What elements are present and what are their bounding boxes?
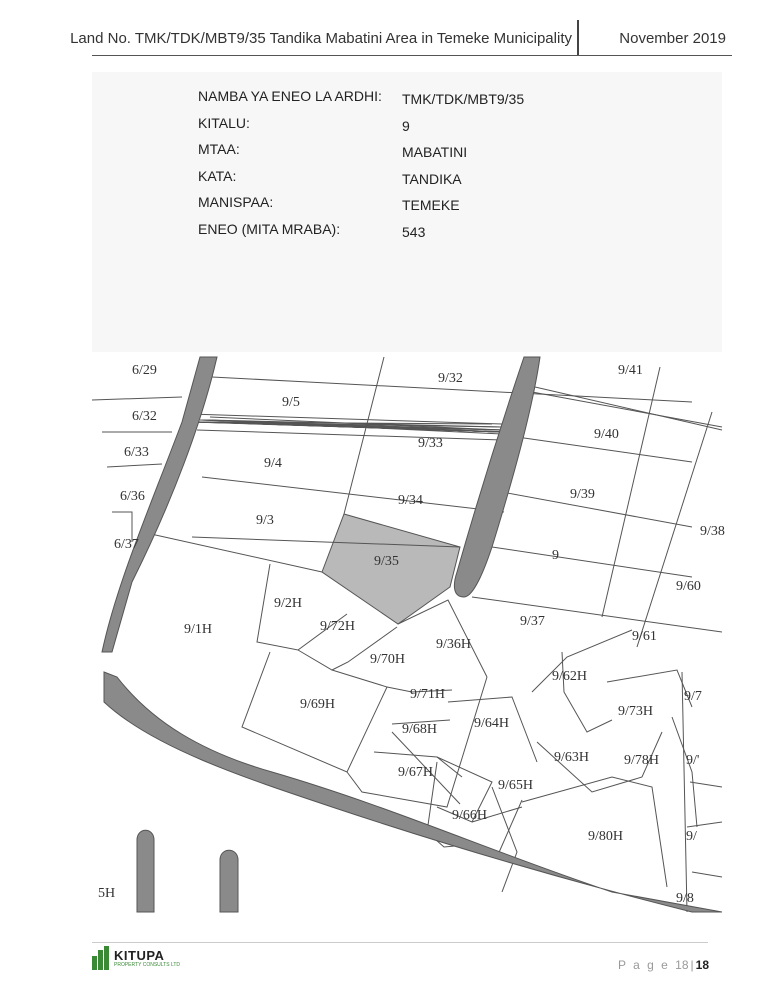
info-label: NAMBA YA ENEO LA ARDHI:	[198, 88, 382, 104]
header-separator	[577, 20, 579, 56]
plot-label: 9/39	[570, 487, 595, 502]
plot-label: 9/3	[256, 513, 274, 528]
plot-label: 9/8	[676, 891, 694, 906]
plot-label: 9/32	[438, 371, 463, 386]
plot-label: 9/60	[676, 579, 701, 594]
plot-label: 9/72H	[320, 619, 355, 634]
plot-label: 9/1H	[184, 622, 212, 637]
plot-label: 6/29	[132, 363, 157, 378]
plot-label: 9/67H	[398, 765, 433, 780]
plot-label: 9/33	[418, 436, 443, 451]
plot-label: 9/35	[374, 554, 399, 569]
info-label: KITALU:	[198, 114, 250, 131]
plot-label: 6/32	[132, 409, 157, 424]
plot-label: 9/65H	[498, 778, 533, 793]
plot-label: 9/68H	[402, 722, 437, 737]
info-label: ENEO (MITA MRABA):	[198, 220, 341, 237]
road-stub-2	[220, 850, 238, 912]
plot-label: 9/71H	[410, 687, 445, 702]
document-title: Land No. TMK/TDK/MBT9/35 Tandika Mabatini Area in Temeke Municipality	[70, 30, 572, 47]
page-number-bold: 18	[695, 958, 709, 972]
footer-rule	[92, 942, 708, 943]
info-value: TANDIKA	[402, 170, 462, 187]
plot-label: 9/73H	[618, 704, 653, 719]
plot-label: 9/34	[398, 493, 423, 508]
info-value: 543	[402, 223, 426, 240]
plot-label: 9/37	[520, 614, 545, 629]
plot-label: 6/33	[124, 445, 149, 460]
info-value: MABATINI	[402, 144, 468, 161]
plot-label: 9/80H	[588, 829, 623, 844]
plot-label: 6/36	[120, 489, 145, 504]
plot-label: 9/	[686, 829, 697, 844]
plot-label: 9/7	[684, 689, 702, 704]
plot-label: 9/69H	[300, 697, 335, 712]
info-label: MTAA:	[198, 141, 240, 158]
info-label: MANISPAA:	[198, 194, 274, 211]
info-value: 9	[402, 117, 410, 134]
plot-label: 9	[552, 548, 559, 563]
plot-label: 9/64H	[474, 716, 509, 731]
plot-label: 9/61	[632, 629, 657, 644]
plot-label: 9/78H	[624, 753, 659, 768]
plot-label: 9/38	[700, 524, 725, 539]
plot-label: 9/41	[618, 363, 643, 378]
logo-subtitle: PROPERTY CONSULTS LTD	[114, 962, 181, 968]
plot-label: 9/66H	[452, 808, 487, 823]
page-header	[70, 18, 732, 56]
plot-label: 9/70H	[370, 652, 405, 667]
road-stub-1	[137, 830, 154, 912]
plot-label: 9/63H	[554, 750, 589, 765]
plot-label: 9/5	[282, 395, 300, 410]
company-logo	[92, 946, 181, 970]
logo-icon	[92, 946, 112, 970]
plot-label: 9/40	[594, 427, 619, 442]
info-label: KATA:	[198, 167, 237, 184]
page-number: P a g e 18 | 18	[618, 958, 709, 972]
info-value: TEMEKE	[402, 197, 460, 214]
info-value: TMK/TDK/MBT9/35	[402, 91, 525, 107]
plot-label: 9/'	[686, 753, 700, 768]
plot-label: 9/36H	[436, 637, 471, 652]
page-word: P a g e	[618, 958, 670, 972]
page-number-value: 18	[675, 958, 689, 972]
plot-label: 9/2H	[274, 596, 302, 611]
header-rule	[92, 55, 732, 56]
plot-label: 9/62H	[552, 669, 587, 684]
logo-name: KITUPA	[114, 948, 165, 963]
plot-label: 9/4	[264, 456, 282, 471]
plot-label: 6/37	[114, 537, 139, 552]
document-date: November 2019	[619, 30, 726, 47]
survey-plan-map	[92, 352, 725, 912]
plot-label: 5H	[98, 886, 116, 901]
